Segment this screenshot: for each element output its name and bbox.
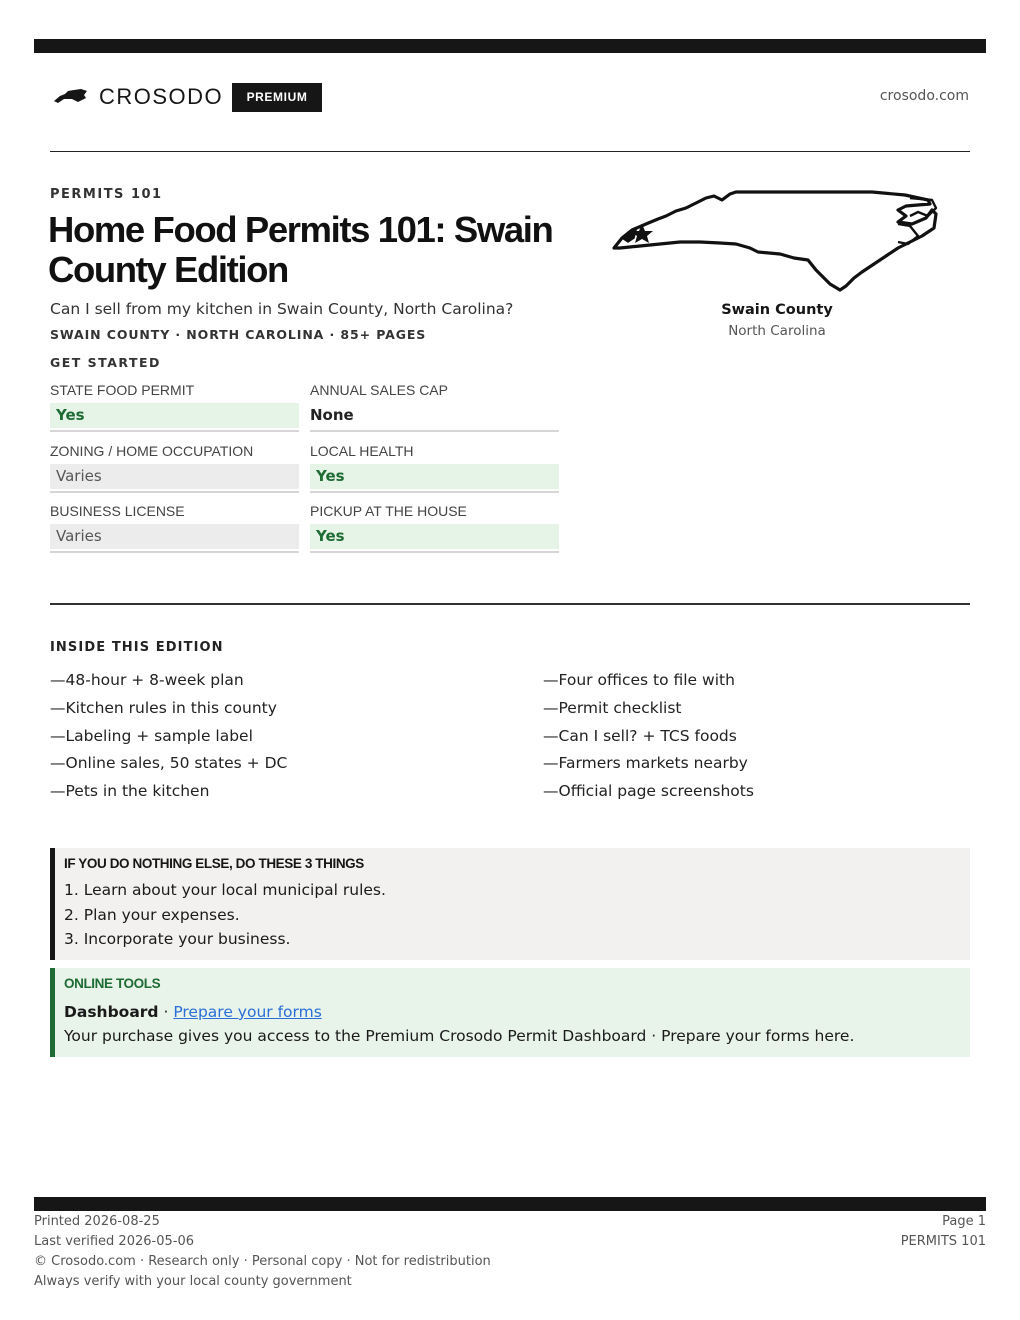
fact-value: Yes bbox=[50, 403, 299, 428]
fact-label: ANNUAL SALES CAP bbox=[310, 382, 448, 398]
list-item: —Farmers markets nearby bbox=[543, 754, 748, 773]
separator: · bbox=[158, 1003, 174, 1021]
inside-edition-heading: INSIDE THIS EDITION bbox=[50, 640, 224, 655]
list-item: —Official page screenshots bbox=[543, 782, 754, 801]
tools-heading: ONLINE TOOLS bbox=[64, 976, 161, 991]
dashboard-label: Dashboard bbox=[64, 1003, 159, 1021]
fact-label: STATE FOOD PERMIT bbox=[50, 382, 195, 398]
get-started-heading: GET STARTED bbox=[50, 355, 161, 370]
page-title: Home Food Permits 101: Swain County Edition bbox=[48, 209, 553, 290]
fact-annual-sales-cap bbox=[310, 382, 559, 438]
footer-section: PERMITS 101 bbox=[900, 1234, 986, 1249]
fact-divider bbox=[50, 551, 299, 553]
fact-value: Yes bbox=[310, 524, 559, 549]
list-item: —Four offices to file with bbox=[543, 671, 735, 689]
fact-value: Varies bbox=[50, 464, 299, 489]
fact-local-health bbox=[310, 443, 559, 499]
section-divider bbox=[50, 603, 970, 605]
fact-state-food-permit bbox=[50, 382, 299, 438]
list-item: —48-hour + 8-week plan bbox=[50, 671, 244, 689]
tools-description: Your purchase gives you access to the Premium Crosodo Permit Dashboard · Prepare your forms here. bbox=[64, 1027, 855, 1045]
fact-divider bbox=[50, 430, 299, 432]
fact-value: Varies bbox=[50, 524, 299, 549]
list-item: —Permit checklist bbox=[543, 698, 682, 717]
fact-value: Yes bbox=[310, 464, 559, 489]
fact-label: BUSINESS LICENSE bbox=[50, 503, 185, 519]
header-divider bbox=[50, 151, 970, 152]
map-county-label: Swain County bbox=[721, 302, 833, 318]
fact-divider bbox=[310, 551, 559, 553]
tools-links-line bbox=[64, 1000, 970, 1024]
top-rule-bar bbox=[34, 39, 986, 53]
fact-value: None bbox=[310, 406, 354, 424]
fact-label: ZONING / HOME OCCUPATION bbox=[50, 443, 254, 459]
page-subtitle: Can I sell from my kitchen in Swain County, North Carolina? bbox=[50, 300, 514, 318]
eyebrow-label: PERMITS 101 bbox=[50, 187, 163, 202]
copyright-notice: © Crosodo.com · Research only · Personal copy · Not for redistribution bbox=[34, 1254, 491, 1269]
county-star-icon bbox=[631, 224, 653, 243]
callout-item: 3. Incorporate your business. bbox=[64, 930, 291, 948]
verify-disclaimer: Always verify with your local county government bbox=[34, 1274, 352, 1289]
list-item: —Labeling + sample label bbox=[50, 726, 253, 745]
callout-heading: IF YOU DO NOTHING ELSE, DO THESE 3 THINGS bbox=[64, 856, 364, 871]
three-things-callout bbox=[50, 848, 970, 960]
prepare-forms-link[interactable]: Prepare your forms bbox=[173, 1003, 322, 1021]
inside-list-left bbox=[50, 667, 287, 806]
brand-name: CROSODO bbox=[99, 84, 224, 109]
fact-label: LOCAL HEALTH bbox=[310, 443, 414, 459]
verified-date: Last verified 2026-05-06 bbox=[34, 1234, 194, 1249]
map-state-label: North Carolina bbox=[728, 323, 826, 339]
inside-list-right bbox=[543, 667, 754, 806]
fact-divider bbox=[50, 491, 299, 493]
printed-date: Printed 2026-08-25 bbox=[34, 1214, 160, 1229]
fact-divider bbox=[310, 430, 559, 432]
edition-meta: SWAIN COUNTY · NORTH CAROLINA · 85+ PAGES bbox=[50, 327, 427, 342]
north-carolina-map bbox=[610, 186, 945, 296]
fact-pickup-at-house bbox=[310, 503, 559, 559]
list-item: —Can I sell? + TCS foods bbox=[543, 726, 737, 745]
list-item: —Kitchen rules in this county bbox=[50, 698, 277, 717]
online-tools-callout bbox=[50, 968, 970, 1057]
fact-divider bbox=[310, 491, 559, 493]
site-url[interactable]: crosodo.com bbox=[879, 88, 969, 104]
page-number: Page 1 bbox=[942, 1214, 986, 1229]
fact-label: PICKUP AT THE HOUSE bbox=[310, 503, 467, 519]
fact-business-license bbox=[50, 503, 299, 559]
callout-item: 1. Learn about your local municipal rules. bbox=[64, 881, 386, 899]
fact-zoning bbox=[50, 443, 299, 499]
footer-right bbox=[901, 1212, 986, 1252]
page-header bbox=[50, 80, 970, 114]
bottom-rule-bar bbox=[34, 1197, 986, 1211]
callout-item: 2. Plan your expenses. bbox=[64, 905, 240, 924]
list-item: —Online sales, 50 states + DC bbox=[50, 754, 288, 773]
list-item: —Pets in the kitchen bbox=[50, 782, 210, 801]
premium-badge: PREMIUM bbox=[232, 83, 322, 112]
north-carolina-logo-icon bbox=[54, 88, 88, 104]
footer-left bbox=[34, 1212, 491, 1292]
